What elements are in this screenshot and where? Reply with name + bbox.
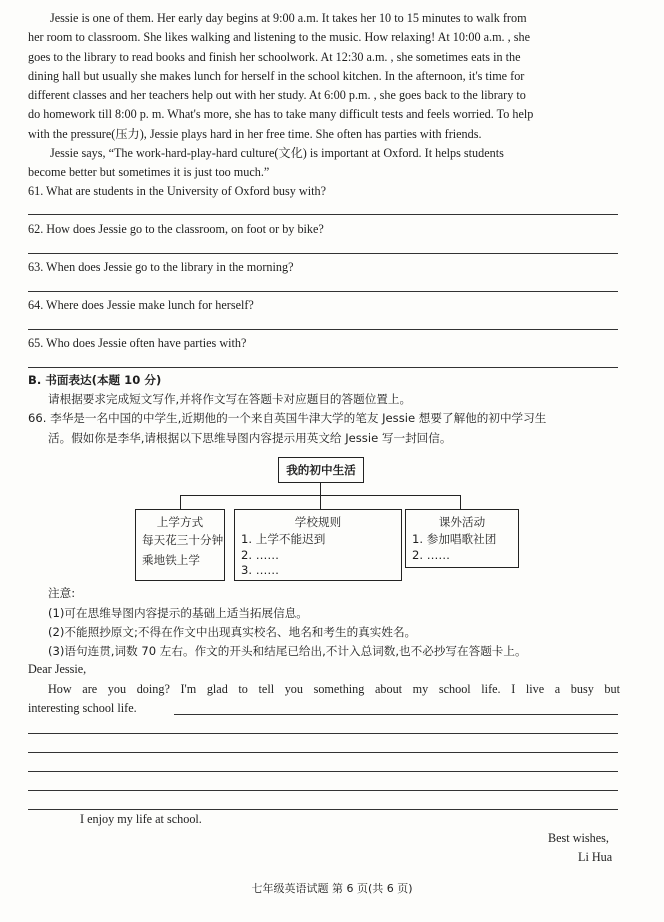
writing-line[interactable] <box>28 752 618 753</box>
mindmap-branch-commute <box>135 509 225 581</box>
branch-item: 3. …… <box>241 563 279 577</box>
writing-line[interactable] <box>174 714 618 715</box>
answer-line-65[interactable] <box>28 367 618 368</box>
writing-line[interactable] <box>28 809 618 810</box>
note-item: (2)不能照抄原文;不得在作文中出现真实校名、地名和考生的真实姓名。 <box>48 625 417 639</box>
answer-line-64[interactable] <box>28 329 618 330</box>
reading-passage <box>28 9 620 183</box>
passage-line: do homework till 8:00 p. m. What's more, she has to take many difficult tests and feels worried. To help <box>28 107 534 122</box>
branch-item: 2. …… <box>241 548 279 562</box>
branch-item: 1. 上学不能迟到 <box>241 532 326 546</box>
section-b-heading: B. 书面表达(本题 10 分) <box>28 373 162 387</box>
question-62: 62. How does Jessie go to the classroom, on foot or by bike? <box>28 222 324 236</box>
letter-closing: I enjoy my life at school. <box>80 812 202 826</box>
section-b-instruction: 请根据要求完成短文写作,并将作文写在答题卡对应题目的答题位置上。 <box>48 392 412 406</box>
note-item: (1)可在思维导图内容提示的基础上适当拓展信息。 <box>48 606 308 620</box>
mindmap-connector <box>180 495 181 509</box>
letter-salutation: Dear Jessie, <box>28 662 87 676</box>
writing-line[interactable] <box>28 771 618 772</box>
writing-line[interactable] <box>28 790 618 791</box>
answer-line-63[interactable] <box>28 291 618 292</box>
branch-item: 每天花三十分钟 <box>142 533 224 547</box>
passage-line: dining hall but usually she makes lunch for herself in the school kitchen. In the afternoon, it's time for <box>28 68 525 83</box>
mindmap-root: 我的初中生活 <box>278 457 364 483</box>
passage-quote-line: become better but sometimes it is just too much.” <box>28 165 270 180</box>
branch-item: 1. 参加唱歌社团 <box>412 532 497 546</box>
page-footer: 七年级英语试题 第 6 页(共 6 页) <box>251 882 413 895</box>
branch-item: 2. …… <box>412 548 450 562</box>
passage-line: different classes and her teachers help out with her study. At 6:00 p.m. , she goes back to the library to <box>28 88 526 103</box>
passage-line: Jessie is one of them. Her early day begins at 9:00 a.m. It takes her 10 to 15 minutes to walk from <box>50 11 527 25</box>
question-66-line: 66. 李华是一名中国的中学生,近期他的一个来自英国牛津大学的笔友 Jessie 想要了解他的初中学习生 <box>28 411 547 425</box>
answer-line-62[interactable] <box>28 253 618 254</box>
letter-signature: Li Hua <box>578 850 613 864</box>
mindmap-branch-activities <box>405 509 519 568</box>
letter-opening-line: How are you doing? I'm glad to tell you something about my school life. I live a busy but <box>48 682 620 696</box>
writing-line[interactable] <box>28 733 618 734</box>
question-64: 64. Where does Jessie make lunch for herself? <box>28 298 254 312</box>
letter-opening-line: interesting school life. <box>28 701 137 715</box>
answer-line-61[interactable] <box>28 214 618 215</box>
letter-signoff: Best wishes, <box>548 831 609 845</box>
branch-title: 上学方式 <box>156 515 204 529</box>
mindmap-connector <box>460 495 461 509</box>
question-66-line: 活。假如你是李华,请根据以下思维导图内容提示用英文给 Jessie 写一封回信。 <box>48 431 452 445</box>
passage-line: goes to the library to read books and finish her schoolwork. At 12:30 a.m. , she sometimes eats in the <box>28 49 521 64</box>
mindmap-connector <box>320 495 321 509</box>
note-item: (3)语句连贯,词数 70 左右。作文的开头和结尾已给出,不计入总词数,也不必抄写在答题卡上。 <box>48 644 527 658</box>
mindmap-branch-rules <box>234 509 402 581</box>
notes-label: 注意: <box>48 586 76 600</box>
passage-line: with the pressure(压力), Jessie plays hard in her free time. She often has parties with friends. <box>28 126 482 141</box>
mindmap-connector <box>320 482 321 496</box>
passage-quote-line: Jessie says, “The work-hard-play-hard culture(文化) is important at Oxford. It helps students <box>50 146 504 161</box>
branch-item: 乘地铁上学 <box>142 553 200 567</box>
question-65: 65. Who does Jessie often have parties with? <box>28 336 247 350</box>
branch-title: 课外活动 <box>438 515 486 529</box>
branch-title: 学校规则 <box>294 515 342 529</box>
question-61: 61. What are students in the University of Oxford busy with? <box>28 184 326 198</box>
question-63: 63. When does Jessie go to the library in the morning? <box>28 260 294 274</box>
passage-line: her room to classroom. She likes walking and listening to the music. How relaxing! At 10:00 a.m. , she <box>28 30 530 45</box>
